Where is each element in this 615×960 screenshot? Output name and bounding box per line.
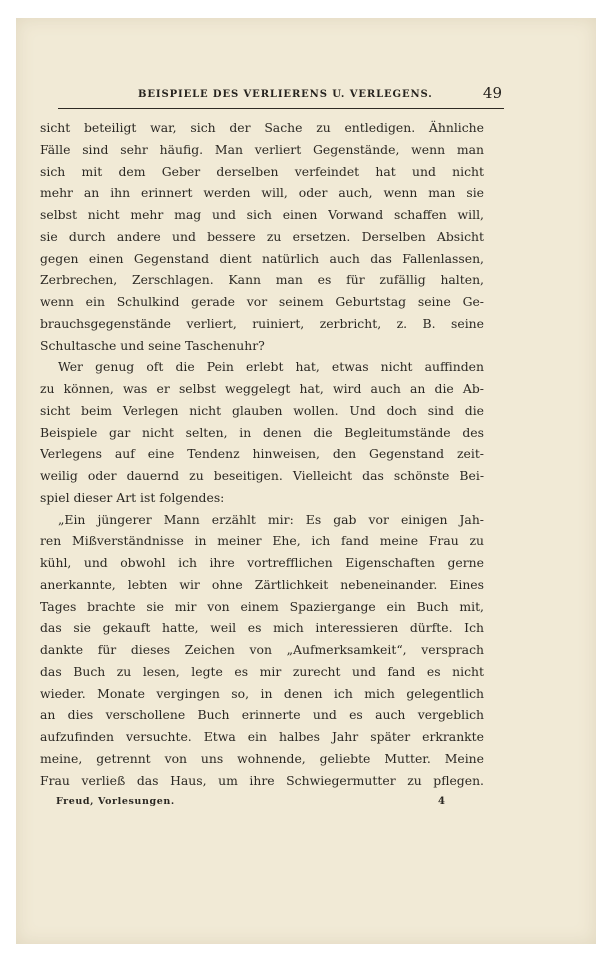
paragraph-start-line: „Ein jüngerer Mann erzählt mir: Es gab vor einigen Jah- — [58, 511, 484, 527]
text-line: kühl, und obwohl ich ihre vortrefflichen Eigenschaften gerne — [40, 555, 484, 570]
paragraph-end-line: Schultasche und seine Taschenuhr? — [40, 337, 265, 353]
text-line: ren Mißverständnisse in meiner Ehe, ich fand meine Frau zu — [40, 533, 484, 549]
text-line: sich mit dem Geber derselben verfeindet hat und nicht — [40, 163, 484, 179]
text-line: das Buch zu lesen, legte es mir zurecht und fand es nicht — [40, 663, 484, 679]
running-head-title: BEISPIELE DES VERLIERENS U. VERLEGENS. — [138, 89, 433, 100]
text-line: selbst nicht mehr mag und sich einen Vorwand schaffen will, — [40, 207, 484, 222]
text-line: an dies verschollene Buch erinnerte und es auch vergeblich — [40, 707, 484, 723]
text-line: dankte für dieses Zeichen von „Aufmerksamkeit“, versprach — [40, 642, 484, 657]
text-line: brauchsgegenstände verliert, ruiniert, zerbricht, z. B. seine — [40, 315, 484, 331]
footer-signature: Freud, Vorlesungen. — [56, 796, 175, 807]
text-line: Tages brachte sie mir von einem Spaziergange ein Buch mit, — [40, 598, 484, 614]
book-page — [16, 18, 596, 944]
text-line: anerkannte, lebten wir ohne Zärtlichkeit nebeneinander. Eines — [40, 576, 484, 592]
footer-sheet-number: 4 — [438, 796, 445, 807]
text-line: mehr an ihn erinnert werden will, oder auch, wenn man sie — [40, 185, 484, 201]
page-number: 49 — [482, 84, 502, 102]
text-line: das sie gekauft hatte, weil es mich interessieren dürfte. Ich — [40, 620, 484, 636]
text-line: wenn ein Schulkind gerade vor seinem Geburtstag seine Ge- — [40, 294, 484, 309]
text-line: sicht beteiligt war, sich der Sache zu entledigen. Ähnliche — [40, 120, 484, 135]
text-line: Frau verließ das Haus, um ihre Schwiegermutter zu pflegen. — [40, 772, 484, 788]
paragraph-end-line: spiel dieser Art ist folgendes: — [40, 489, 225, 505]
page-footer — [56, 796, 456, 812]
text-line: zu können, was er selbst weggelegt hat, wird auch an die Ab- — [40, 381, 484, 396]
text-line: sie durch andere und bessere zu ersetzen. Derselben Absicht — [40, 228, 484, 244]
text-line: weilig oder dauernd zu beseitigen. Vielleicht das schönste Bei- — [40, 468, 484, 483]
text-line: Verlegens auf eine Tendenz hinweisen, den Gegenstand zeit- — [40, 446, 484, 462]
body-text — [40, 117, 484, 791]
text-line: Zerbrechen, Zerschlagen. Kann man es für zufällig halten, — [40, 272, 484, 288]
text-line: wieder. Monate vergingen so, in denen ich mich gelegentlich — [40, 685, 484, 701]
text-line: gegen einen Gegenstand dient natürlich auch das Fallenlassen, — [40, 250, 484, 266]
text-line: meine, getrennt von uns wohnende, geliebte Mutter. Meine — [40, 750, 484, 766]
text-line: sicht beim Verlegen nicht glauben wollen. Und doch sind die — [40, 402, 484, 418]
paragraph-start-line: Wer genug oft die Pein erlebt hat, etwas nicht auffinden — [58, 359, 484, 375]
text-line: Fälle sind sehr häufig. Man verliert Gegenstände, wenn man — [40, 141, 484, 157]
running-head — [58, 84, 504, 109]
text-line: aufzufinden versuchte. Etwa ein halbes Jahr später erkrankte — [40, 729, 484, 744]
text-line: Beispiele gar nicht selten, in denen die Begleitumstände des — [40, 424, 484, 440]
